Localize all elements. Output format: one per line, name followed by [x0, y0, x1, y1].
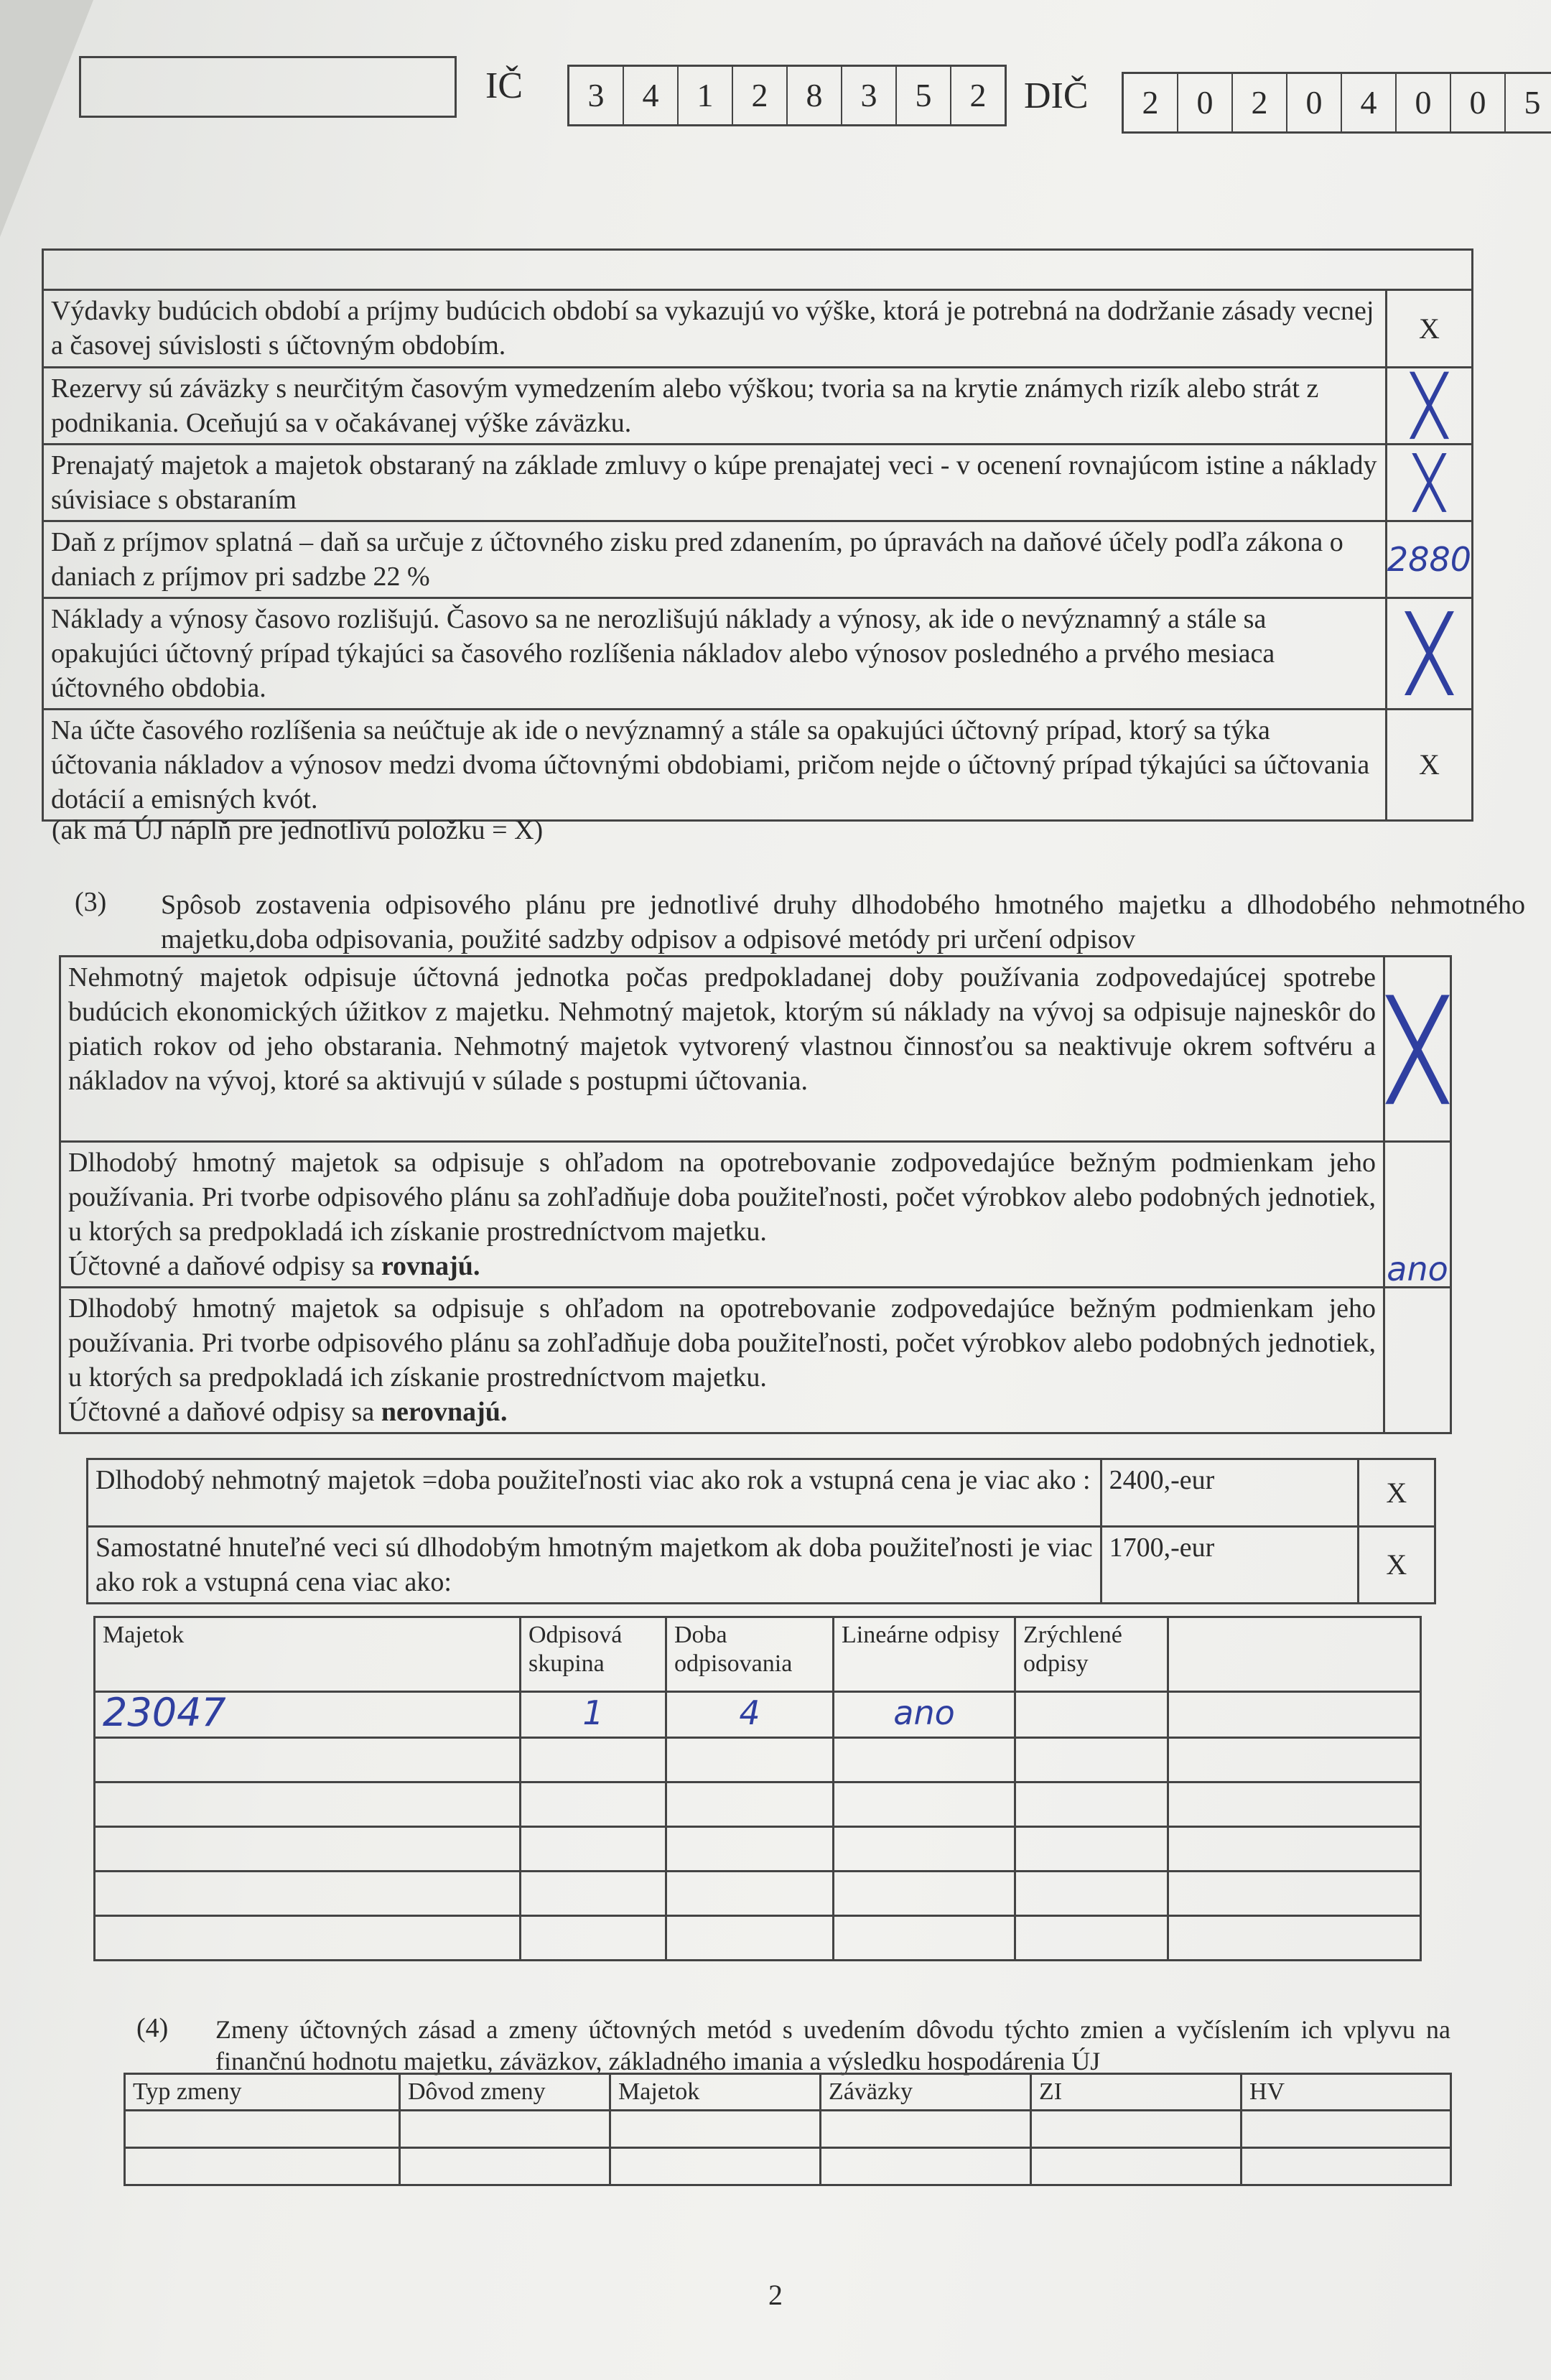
- assets-cell: [666, 1916, 834, 1961]
- assets-cell: [1168, 1782, 1421, 1827]
- principle-text: Prenajatý majetok a majetok obstaraný na základe zmluvy o kúpe prenajatej veci - v ocenení rovnajúcom istine a náklady súvisiace s obstaraním: [43, 445, 1387, 521]
- section-number: (4): [136, 2013, 169, 2043]
- changes-cell: [125, 2111, 400, 2148]
- principle-mark: X: [1386, 710, 1472, 821]
- depreciation-mark: ano: [1384, 1142, 1451, 1288]
- depreciation-text-main: Dlhodobý hmotný majetok sa odpisuje s ohľadom na opotrebovanie zodpovedajúce bežným podmienkam jeho používania. Pri tvorbe odpisového plánu sa zohľadňuje doba použiteľnosti, počet výrobkov alebo podobných jednotiek, u ktorých sa predpokladá ich získanie prostredníctvom majetku.: [68, 1293, 1376, 1393]
- changes-cell: [1031, 2111, 1242, 2148]
- principle-text: Daň z príjmov splatná – daň sa určuje z účtovného zisku pred zdanením, po úpravách na daňové účely podľa zákona o daniach z príjmov pri sadzbe 22 %: [43, 521, 1387, 598]
- ic-digit: 3: [569, 67, 624, 124]
- assets-cell: [521, 1872, 666, 1916]
- assets-cell: [1168, 1916, 1421, 1961]
- depreciation-mark: ╳: [1384, 957, 1451, 1142]
- name-box: [79, 56, 457, 118]
- table-note: (ak má ÚJ náplň pre jednotlivú položku = X): [52, 815, 544, 845]
- limit-text: Samostatné hnuteľné veci sú dlhodobým hmotným majetkom ak doba použiteľnosti je viac ako rok a vstupná cena viac ako:: [88, 1527, 1101, 1604]
- depreciation-plan-table: [59, 955, 1452, 1434]
- assets-header: Majetok: [95, 1617, 521, 1692]
- section-heading: Zmeny účtovných zásad a zmeny účtovných metód s uvedením dôvodu týchto zmien a vyčíslením ich vplyvu na finančnú hodnotu majetku, záväzkov, základného imania a výsledku hospodárenia ÚJ: [215, 2015, 1450, 2075]
- assets-cell: [521, 1738, 666, 1782]
- changes-cell: [821, 2111, 1031, 2148]
- changes-header: Typ zmeny: [125, 2074, 400, 2111]
- assets-cell: [834, 1872, 1015, 1916]
- assets-cell: [1168, 1872, 1421, 1916]
- page-fold-shadow: [0, 0, 93, 237]
- assets-cell: [1168, 1738, 1421, 1782]
- changes-cell: [400, 2148, 610, 2185]
- principle-text: Výdavky budúcich období a príjmy budúcich období sa vykazujú vo výške, ktorá je potrebná na dodržanie zásady vecnej a časovej súvislosti s účtovným obdobím.: [43, 290, 1387, 368]
- changes-cell: [1242, 2148, 1451, 2185]
- changes-header: Majetok: [610, 2074, 821, 2111]
- dic-label: DIČ: [1024, 75, 1089, 116]
- assets-cell: 4: [666, 1692, 834, 1738]
- changes-cell: [610, 2148, 821, 2185]
- assets-cell: [521, 1827, 666, 1872]
- depreciation-text-tail: Účtovné a daňové odpisy sa: [68, 1397, 381, 1427]
- ic-digit: 4: [624, 67, 679, 124]
- assets-cell: [521, 1782, 666, 1827]
- assets-cell: [521, 1916, 666, 1961]
- assets-cell: [834, 1916, 1015, 1961]
- changes-table: [124, 2073, 1452, 2186]
- principle-mark: X: [1386, 290, 1472, 368]
- changes-cell: [1242, 2111, 1451, 2148]
- dic-digit: 4: [1342, 74, 1397, 131]
- dic-digit: 0: [1451, 74, 1506, 131]
- dic-digit: 2: [1233, 74, 1287, 131]
- assets-cell: [834, 1738, 1015, 1782]
- assets-cell: [666, 1872, 834, 1916]
- principle-text: Rezervy sú záväzky s neurčitým časovým vymedzením alebo výškou; tvoria sa na krytie známych rizík alebo strát z podnikania. Oceňujú sa v očakávanej výške záväzku.: [43, 368, 1387, 445]
- depreciation-mark: [1384, 1288, 1451, 1433]
- assets-header: Doba odpisovania: [666, 1617, 834, 1692]
- assets-cell: [834, 1782, 1015, 1827]
- principle-mark: ╳: [1386, 445, 1472, 521]
- section-heading: Spôsob zostavenia odpisového plánu pre jednotlivé druhy dlhodobého hmotného majetku a dlhodobého nehmotného majetku,doba odpisovania, použité sadzby odpisov a odpisové metódy pri určení odpisov: [161, 890, 1525, 954]
- principle-mark: ╳: [1386, 368, 1472, 445]
- ic-digit: 8: [788, 67, 842, 124]
- assets-cell: [1015, 1916, 1168, 1961]
- changes-header: Dôvod zmeny: [400, 2074, 610, 2111]
- dic-digit: 0: [1178, 74, 1233, 131]
- assets-header: Lineárne odpisy: [834, 1617, 1015, 1692]
- dic-digit: 0: [1287, 74, 1342, 131]
- assets-cell: [1015, 1738, 1168, 1782]
- limit-mark: X: [1358, 1459, 1435, 1527]
- depreciation-text-bold: nerovnajú.: [381, 1397, 508, 1427]
- section-number: (3): [75, 887, 107, 917]
- changes-cell: [1031, 2148, 1242, 2185]
- ic-digit: 5: [897, 67, 951, 124]
- changes-cell: [821, 2148, 1031, 2185]
- depreciation-text-tail: Účtovné a daňové odpisy sa: [68, 1251, 381, 1281]
- page-number: 2: [768, 2279, 783, 2311]
- depreciation-text: [60, 1288, 1384, 1433]
- assets-cell: [95, 1916, 521, 1961]
- assets-cell: [666, 1738, 834, 1782]
- dic-digit: 0: [1397, 74, 1451, 131]
- assets-header: [1168, 1617, 1421, 1692]
- changes-header: Záväzky: [821, 2074, 1031, 2111]
- assets-cell: ano: [834, 1692, 1015, 1738]
- assets-cell: [1015, 1692, 1168, 1738]
- limit-value: 1700,-eur: [1101, 1527, 1358, 1604]
- principle-mark: ╳: [1386, 598, 1472, 710]
- limits-table: [86, 1458, 1436, 1604]
- assets-table: [93, 1616, 1422, 1961]
- accounting-principles-table: [42, 248, 1473, 822]
- assets-header: Odpisová skupina: [521, 1617, 666, 1692]
- assets-cell: [1168, 1827, 1421, 1872]
- dic-digit: 5: [1524, 84, 1541, 121]
- assets-cell: [666, 1782, 834, 1827]
- ic-digits: [567, 65, 1007, 126]
- assets-cell: [95, 1872, 521, 1916]
- assets-cell: [1015, 1782, 1168, 1827]
- assets-cell: 23047: [95, 1692, 521, 1738]
- limit-mark: X: [1358, 1527, 1435, 1604]
- ic-digit: 2: [969, 77, 987, 113]
- depreciation-text: Nehmotný majetok odpisuje účtovná jednotka počas predpokladanej doby používania zodpovedajúcej spotrebe budúcich ekonomických úžitkov z majetku. Nehmotný majetok, ktorým sú náklady na vývoj sa odpisuje najneskôr do piatich rokov od jeho obstarania. Nehmotný majetok vytvorený vlastnou činnosťou sa neaktivuje okrem softvéru a nákladov na vývoj, ktoré sa aktivujú v súlade s postupmi účtovania.: [60, 957, 1384, 1142]
- assets-cell: [1168, 1692, 1421, 1738]
- changes-cell: [610, 2111, 821, 2148]
- assets-cell: [1015, 1827, 1168, 1872]
- depreciation-text: [60, 1142, 1384, 1288]
- changes-cell: [400, 2111, 610, 2148]
- ic-label: IČ: [485, 65, 523, 106]
- assets-header: Zrýchlené odpisy: [1015, 1617, 1168, 1692]
- changes-cell: [125, 2148, 400, 2185]
- dic-digit: 2: [1124, 74, 1178, 131]
- table-header-row: [43, 250, 1473, 290]
- principle-text: Na účte časového rozlíšenia sa neúčtuje ak ide o nevýznamný a stále sa opakujúci účtovný prípad, ktorý sa týka účtovania nákladov a výnosov medzi dvoma účtovnými obdobiami, pričom nejde o účtovný prípad týkajúci sa účtovania dotácií a emisných kvót.: [43, 710, 1387, 821]
- principle-mark: 2880: [1386, 521, 1472, 598]
- principle-text: Náklady a výnosy časovo rozlišujú. Časovo sa ne nerozlišujú náklady a výnosy, ak ide o nevýznamný a stále sa opakujúci účtovný prípad týkajúci sa časového rozlíšenia nákladov alebo výnosov posledného a prvého mesiaca účtovného obdobia.: [43, 598, 1387, 710]
- changes-header: HV: [1242, 2074, 1451, 2111]
- ic-digit: 3: [842, 67, 897, 124]
- assets-cell: [95, 1827, 521, 1872]
- assets-cell: 1: [521, 1692, 666, 1738]
- changes-header: ZI: [1031, 2074, 1242, 2111]
- assets-cell: [666, 1827, 834, 1872]
- limit-text: Dlhodobý nehmotný majetok =doba použiteľnosti viac ako rok a vstupná cena je viac ako :: [88, 1459, 1101, 1527]
- ic-digit: 1: [679, 67, 733, 124]
- depreciation-text-bold: rovnajú.: [381, 1251, 480, 1281]
- assets-cell: [834, 1827, 1015, 1872]
- assets-cell: [95, 1782, 521, 1827]
- dic-digits: [1122, 72, 1551, 134]
- ic-digit: 2: [733, 67, 788, 124]
- depreciation-text-main: Dlhodobý hmotný majetok sa odpisuje s ohľadom na opotrebovanie zodpovedajúce bežným podmienkam jeho používania. Pri tvorbe odpisového plánu sa zohľadňuje doba použiteľnosti, počet výrobkov alebo podobných jednotiek, u ktorých sa predpokladá ich získanie prostredníctvom majetku.: [68, 1148, 1376, 1247]
- limit-value: 2400,-eur: [1101, 1459, 1358, 1527]
- assets-cell: [1015, 1872, 1168, 1916]
- assets-cell: [95, 1738, 521, 1782]
